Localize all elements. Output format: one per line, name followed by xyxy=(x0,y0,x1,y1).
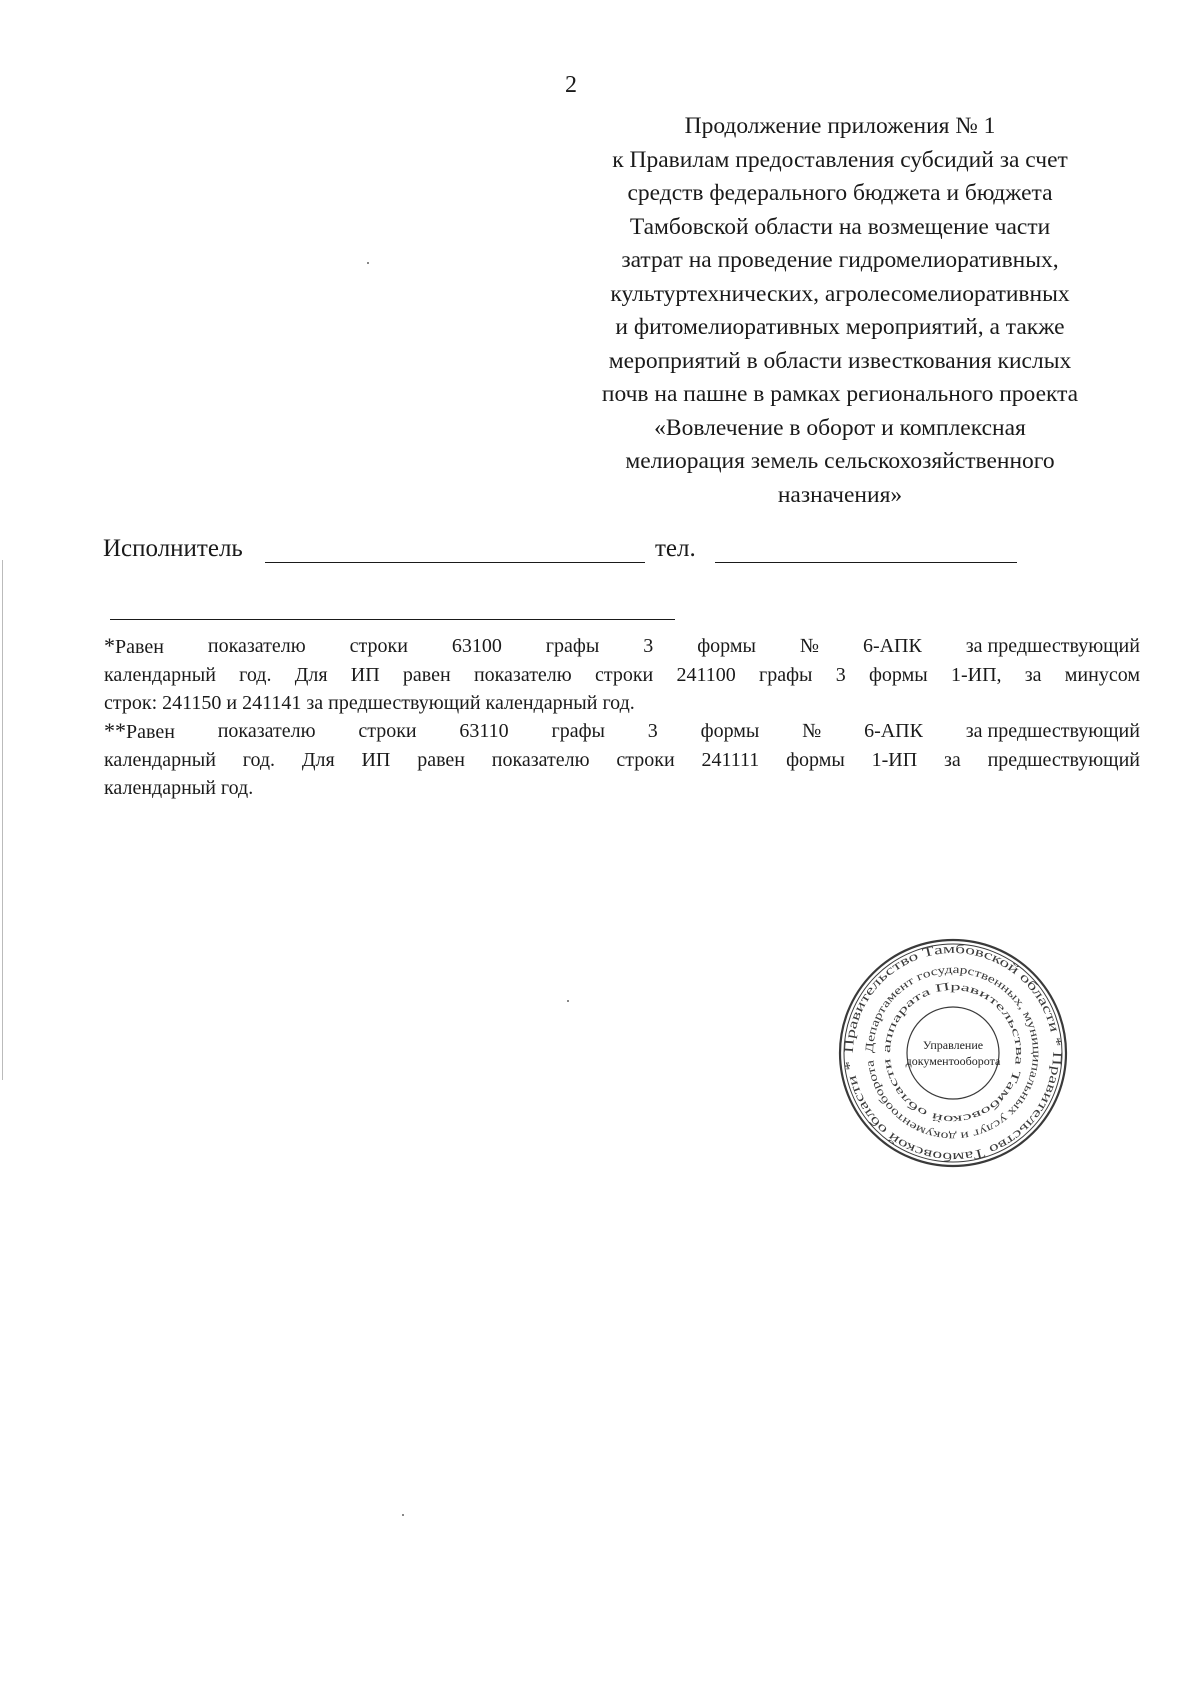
seal-center-line-2: документооборота xyxy=(905,1054,1001,1068)
footnote-word xyxy=(104,632,164,661)
footnote-word: показателю xyxy=(217,720,316,742)
scan-speck xyxy=(567,1000,569,1002)
phone-fill-line xyxy=(715,562,1017,563)
footnote-word: строки xyxy=(349,635,408,657)
footnote-line-3: календарный год. xyxy=(104,777,254,799)
footnote-line-1 xyxy=(104,717,1140,746)
appendix-heading-line: затрат на проведение гидромелиоративных, xyxy=(621,247,1059,273)
footnote-word: 6-АПК xyxy=(864,720,923,742)
footnote-word: № xyxy=(799,635,819,657)
phone-label: тел. xyxy=(655,535,696,562)
appendix-heading-line: мелиорация земель сельскохозяйственного xyxy=(625,448,1055,474)
seal-inner-ring xyxy=(907,1007,999,1099)
footnote-line-3: строк: 241150 и 241141 за предшествующий календарный год. xyxy=(104,692,635,714)
scan-edge-mark xyxy=(2,560,3,1080)
appendix-heading-line: культуртехнических, агролесомелиоративных xyxy=(610,280,1070,307)
footnote-word: за предшествующий xyxy=(965,720,1140,742)
appendix-heading-line: Тамбовской области на возмещение части xyxy=(629,213,1051,240)
appendix-heading-line: мероприятий в области известкования кислых xyxy=(608,347,1072,374)
scan-speck xyxy=(367,262,369,264)
appendix-heading-line: назначения» xyxy=(777,481,903,508)
footnote-word: 3 xyxy=(643,635,654,657)
executor-fill-line xyxy=(265,562,645,563)
appendix-heading-line: «Вовлечение в оборот и комплексная xyxy=(654,414,1026,441)
footnote-mark: ** xyxy=(104,718,126,743)
footnote-word: 6-АПК xyxy=(862,635,922,657)
footnote-word: графы xyxy=(545,635,600,657)
scan-speck xyxy=(402,1514,404,1516)
footnote-word: 63100 xyxy=(451,635,502,657)
executor-line xyxy=(103,532,1023,566)
official-seal xyxy=(838,938,1068,1168)
appendix-heading-line: Продолжение приложения № 1 xyxy=(684,113,996,139)
footnote-word-text: Равен xyxy=(115,636,164,658)
footnote-word: формы xyxy=(697,635,756,657)
footnote-word: строки xyxy=(358,720,417,742)
footnote-word: № xyxy=(802,720,822,742)
executor-label: Исполнитель xyxy=(103,535,243,562)
seal-outer-text: Правительство Тамбовской области * Правительство Тамбовской области * xyxy=(840,940,1066,1166)
footnote-line-2: календарный год. Для ИП равен показателю строки 241100 графы 3 формы 1-ИП, за минусом xyxy=(104,664,1140,686)
seal-center-line-1: Управление xyxy=(922,1038,984,1052)
appendix-heading-line: и фитомелиоративных мероприятий, а также xyxy=(615,314,1065,340)
page-number: 2 xyxy=(565,72,577,98)
footnote-word: 3 xyxy=(647,720,658,742)
footnote-line-2: календарный год. Для ИП равен показателю строки 241111 формы 1-ИП за предшествующий xyxy=(104,749,1140,771)
footnote-word: показателю xyxy=(207,635,306,657)
footnote-rule xyxy=(110,619,675,620)
footnote-word: за предшествующий xyxy=(965,635,1140,657)
appendix-heading-line: к Правилам предоставления субсидий за счет xyxy=(612,146,1068,173)
footnote-word: формы xyxy=(700,720,760,742)
footnote-word xyxy=(104,717,175,746)
footnotes xyxy=(104,632,1140,802)
appendix-heading-line: средств федерального бюджета и бюджета xyxy=(627,180,1053,206)
seal-middle-text: Департамент государственных, муниципальных услуг и документооборота xyxy=(863,963,1043,1143)
appendix-heading xyxy=(540,110,1140,512)
footnote-word-text: Равен xyxy=(126,721,175,743)
footnote-word: графы xyxy=(551,720,605,742)
seal-inner-text: аппарата Правительства Тамбовской области xyxy=(880,980,1026,1126)
appendix-heading-line: почв на пашне в рамках регионального проекта xyxy=(601,381,1079,407)
footnote-line-1 xyxy=(104,632,1140,661)
footnote-word: 63110 xyxy=(459,720,509,742)
footnote-mark: * xyxy=(104,633,115,658)
